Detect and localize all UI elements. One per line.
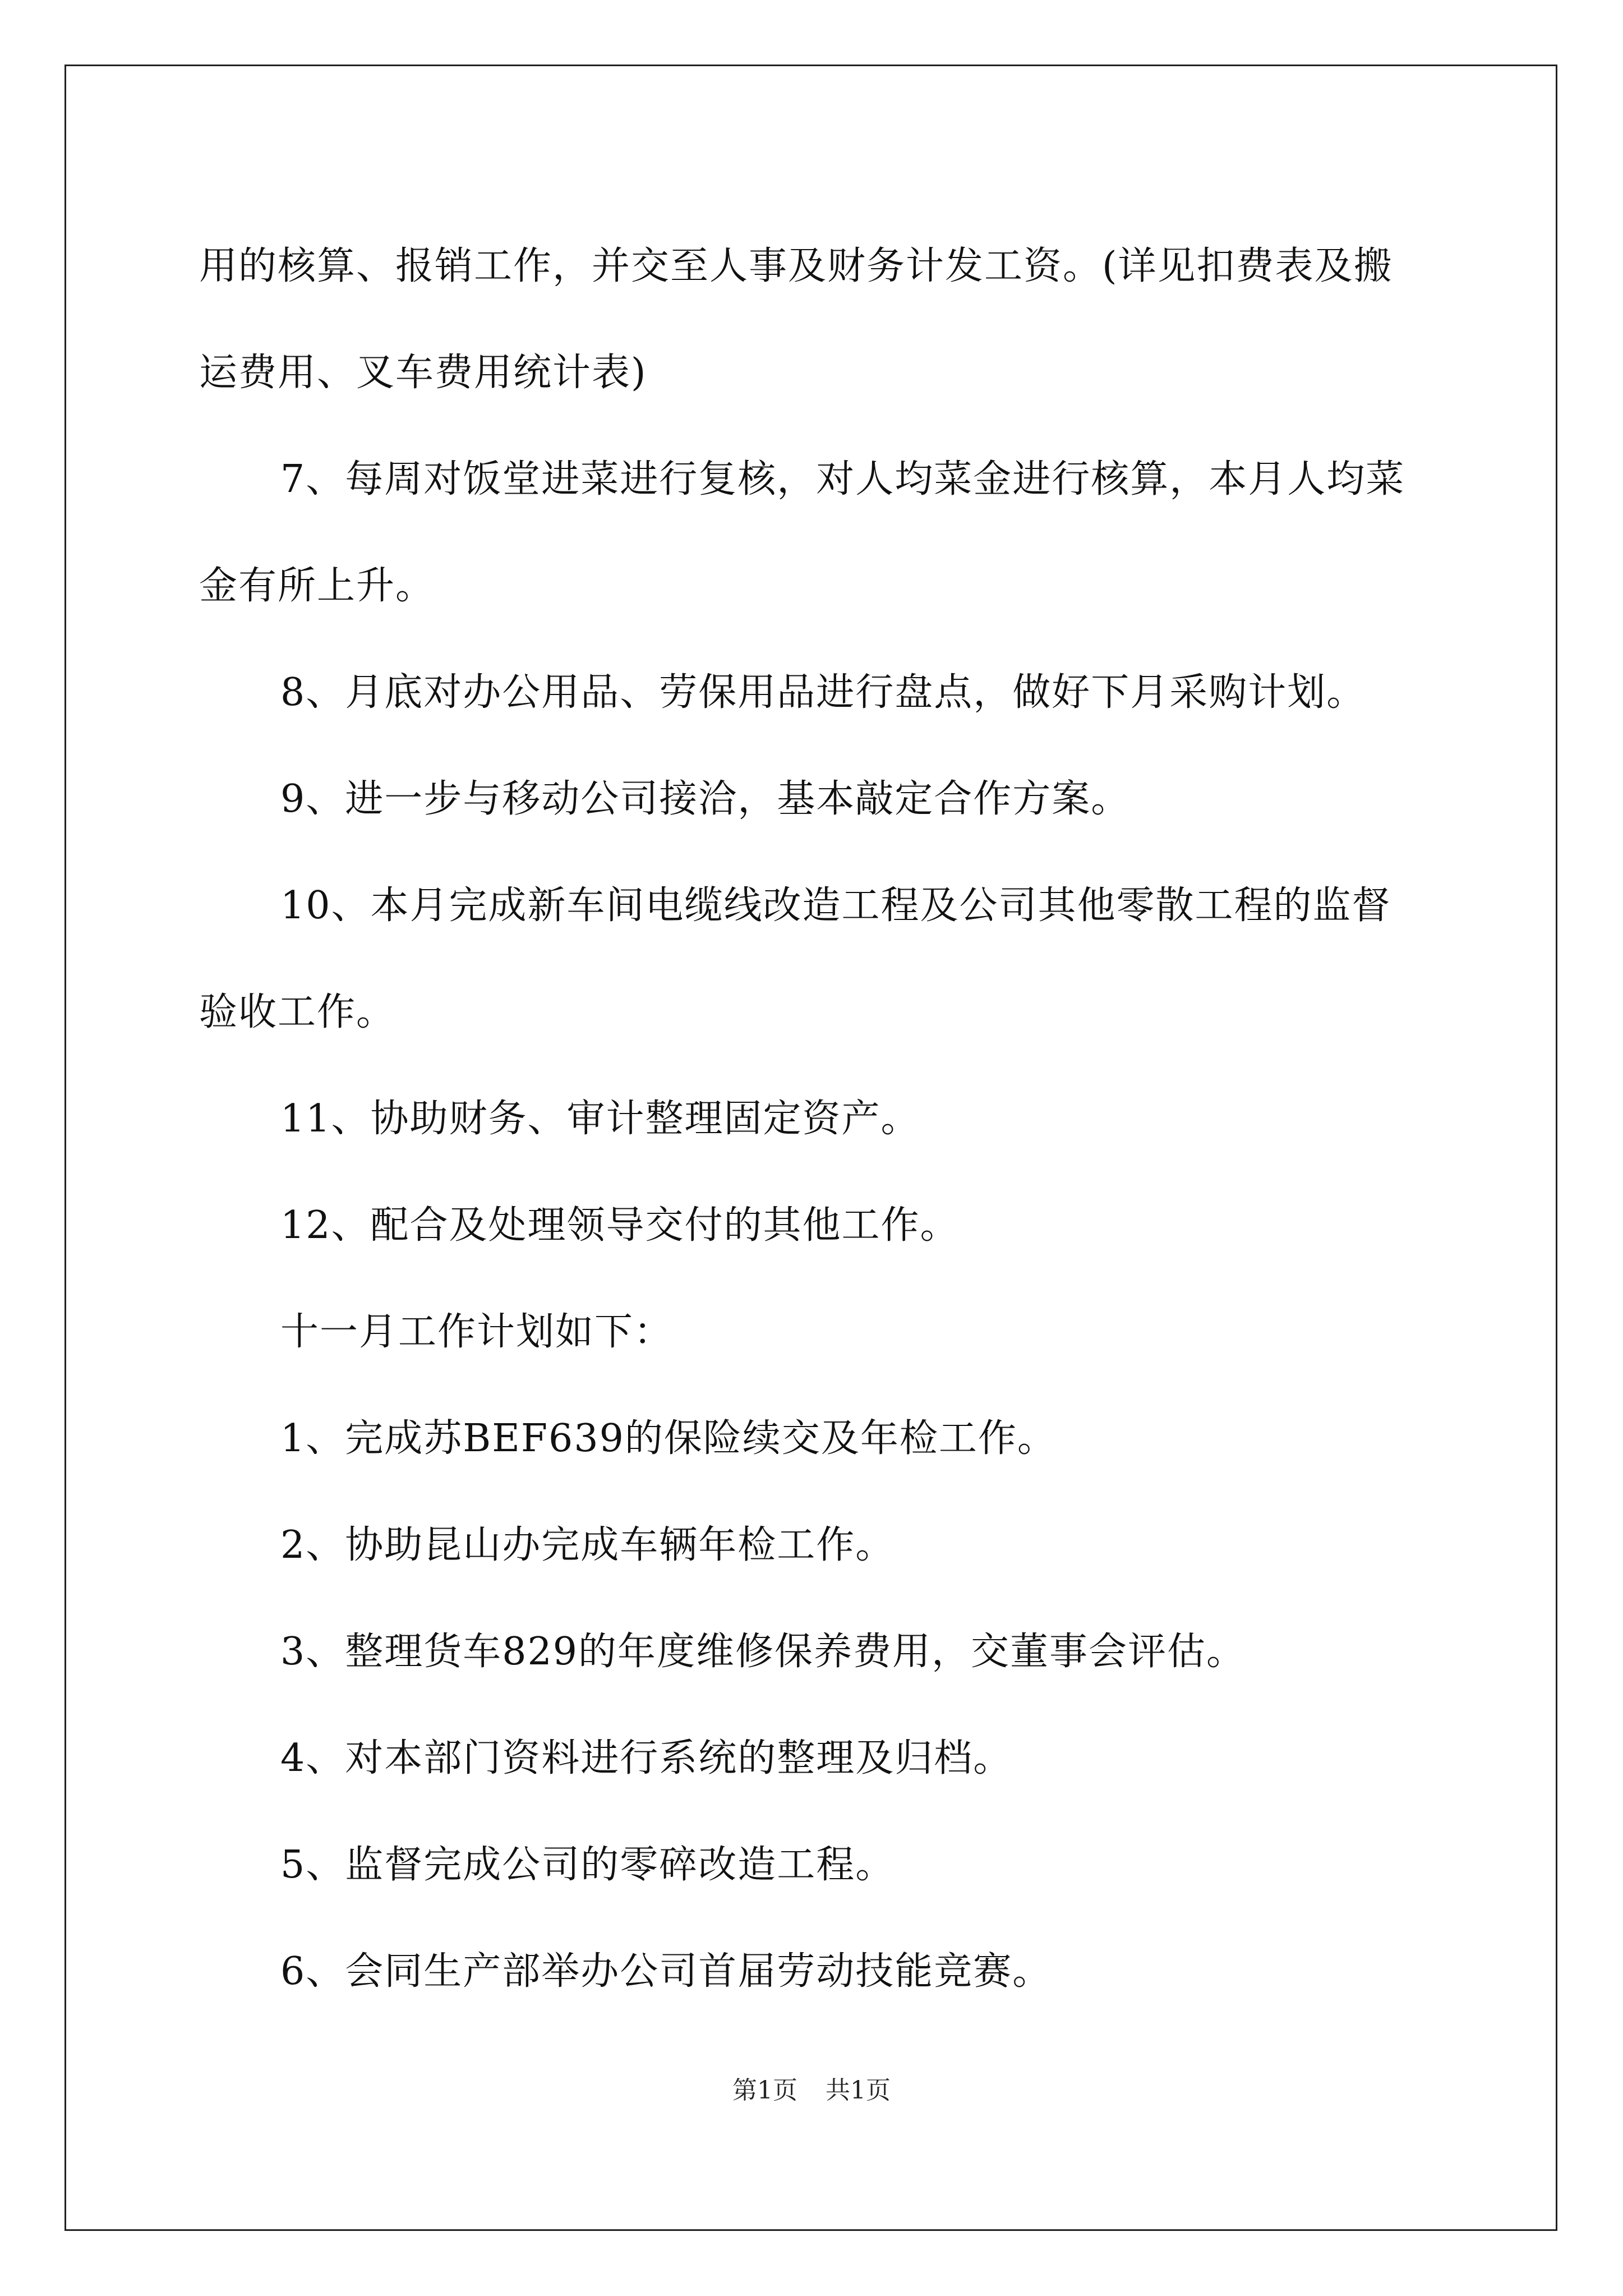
plan-item-6: 6、会同生产部举办公司首届劳动技能竞赛。: [280, 1949, 1052, 1994]
document-body: [199, 213, 1427, 2025]
paragraph-item-10: 10、本月完成新车间电缆线改造工程及公司其他零散工程的监督验收工作。: [199, 884, 1391, 1034]
paragraph-item-9: 9、进一步与移动公司接洽，基本敲定合作方案。: [280, 777, 1131, 821]
paragraph-item-7: 7、每周对饭堂进菜进行复核，对人均菜金进行核算，本月人均菜金有所上升。: [199, 457, 1405, 608]
section-heading-november-plan: 十一月工作计划如下：: [280, 1310, 674, 1354]
plan-item-2: 2、协助昆山办完成车辆年检工作。: [280, 1523, 895, 1567]
paragraph-item-8: 8、月底对办公用品、劳保用品进行盘点，做好下月采购计划。: [280, 670, 1366, 715]
plan-item-5: 5、监督完成公司的零碎改造工程。: [280, 1843, 895, 1887]
page-number: 第1页: [732, 2076, 797, 2105]
total-pages: 共1页: [826, 2076, 891, 2105]
plan-item-1: 1、完成苏BEF639的保险续交及年检工作。: [280, 1416, 1057, 1461]
paragraph-continuation: 用的核算、报销工作，并交至人事及财务计发工资。(详见扣费表及搬运费用、叉车费用统计表): [199, 244, 1393, 395]
plan-item-3: 3、整理货车829的年度维修保养费用，交董事会评估。: [280, 1630, 1246, 1674]
paragraph-item-12: 12、配合及处理领导交付的其他工作。: [280, 1203, 960, 1248]
page-footer: [0, 2070, 1623, 2106]
plan-item-4: 4、对本部门资料进行系统的整理及归档。: [280, 1736, 1013, 1780]
paragraph-item-11: 11、协助财务、审计整理固定资产。: [280, 1097, 920, 1141]
